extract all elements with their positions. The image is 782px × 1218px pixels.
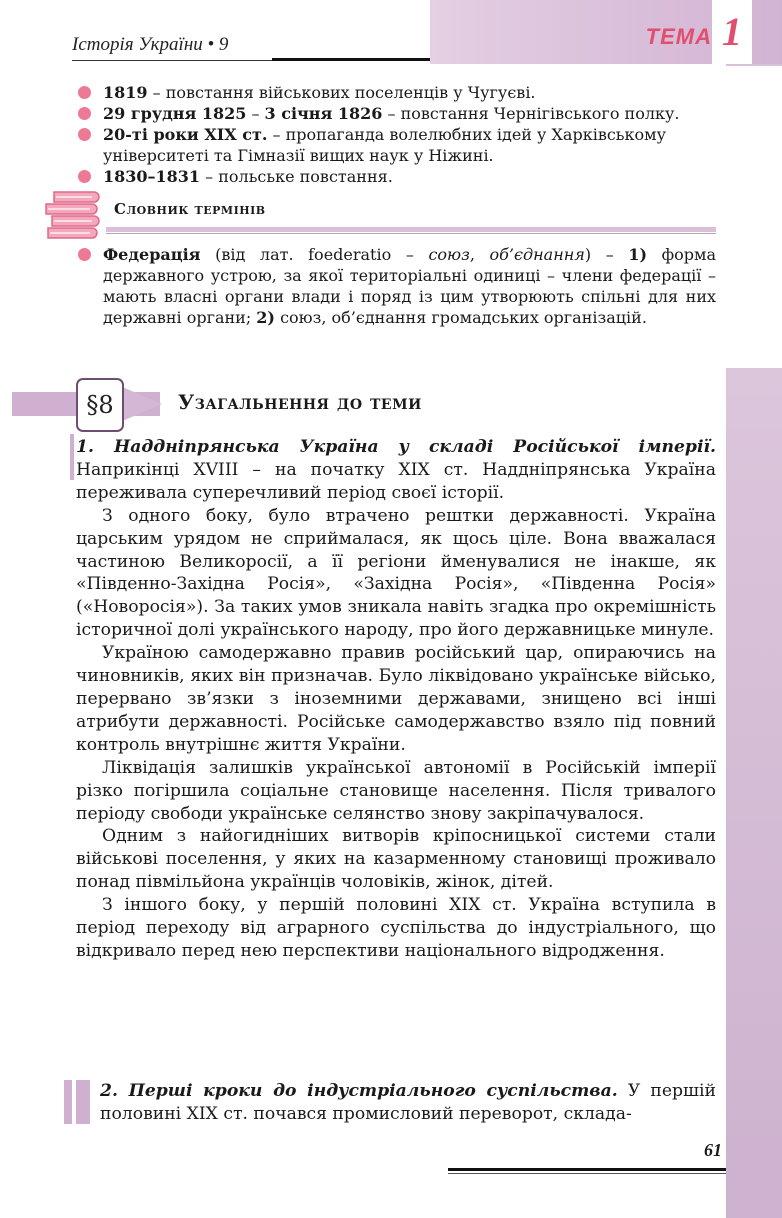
- separator: –: [200, 167, 219, 186]
- event-date: 20-ті роки XIX ст.: [103, 125, 268, 144]
- paragraph-text: Наприкінці XVIII – на початку XIX ст. Наддніпрянська Україна переживала суперечливий період своєї історії.: [76, 459, 716, 503]
- side-band: [726, 368, 782, 1138]
- paragraph: З іншого боку, у першій половині XIX ст. Україна вступила в період переходу від аграрного суспільства до індустріального, що відкривало перед нею перспективи національного відродження.: [76, 895, 716, 961]
- definition-number: 2): [256, 308, 275, 327]
- definition-text: форма державного устрою, за якої територіальні одиниці – члени федерації – мають власні органи влади і поряд із цим утворюють спільні для них державні органи;: [103, 245, 717, 327]
- main-text: [76, 436, 716, 963]
- section-title: Узагальнення до теми: [178, 390, 422, 414]
- separator: –: [267, 125, 286, 144]
- books-icon: [44, 188, 106, 246]
- list-item: [76, 166, 716, 187]
- theme-label: ТЕМА: [645, 24, 712, 49]
- event-text: пропаганда волелюбних ідей у Харківському університеті та Гімназії вищих наук у Ніжині.: [103, 125, 666, 165]
- paragraph-heading: 1. Наддніпрянська Україна у складі Російської імперії.: [76, 437, 716, 457]
- separator: –: [147, 83, 166, 102]
- paragraph: [100, 1080, 716, 1126]
- definition-number: 1): [628, 245, 648, 264]
- list-item: [76, 82, 716, 103]
- event-date: 29 грудня 1825: [103, 104, 247, 123]
- definition-italic: об’єднання: [489, 245, 585, 264]
- separator: –: [246, 104, 265, 123]
- paragraph: Ліквідація залишків української автономії в Російській імперії різко погіршила соціальне становище населення. Після тривалого періоду свободи українське селянство знову закріпачувалося.: [76, 757, 716, 824]
- header-rule-bold: [272, 58, 430, 61]
- event-date: 3 січня 1826: [264, 104, 383, 123]
- event-text: повстання військових поселенців у Чугуєві.: [165, 83, 536, 102]
- paragraph: З одного боку, було втрачено рештки державності. Україна царським урядом не сприймалася, як щось ціле. Вона вважалася частиною Великоросії, а її регіони йменувалися не інакше, як «Південно-Західна Росія», «Західна Росія», «Південна Росія» («Новоросія»). За таких умов зникала навіть згадка про окремішність історичної долі українського народу, про його державницьке минуле.: [76, 505, 716, 641]
- paragraph: [76, 436, 716, 505]
- glossary-title: Словник термінів: [114, 200, 266, 218]
- glossary-term: Федерація: [103, 245, 201, 264]
- event-date: 1830–1831: [103, 167, 201, 186]
- event-text: польське повстання.: [218, 167, 393, 186]
- chronology-list: [76, 82, 716, 187]
- glossary-rule: [106, 227, 716, 232]
- definition-text: (від лат. foederatio –: [200, 245, 429, 264]
- definition-text: союз, об’єднання громадських організацій.: [275, 308, 647, 327]
- definition-text: ) –: [584, 245, 629, 264]
- definition-italic: союз: [428, 245, 470, 264]
- paragraph-marker: [70, 434, 74, 480]
- paragraph: Одним з найогидніших витворів кріпосницької системи стали військові поселення, у яких на казарменному становищі проживало понад півмільйона українців чоловіків, жінок, дітей.: [76, 826, 716, 893]
- section-arrow: [120, 386, 162, 422]
- paragraph: Україною самодержавно правив російський цар, опираючись на чиновників, яких він призначав. Було ліквідовано українське військо, перервано зв’язки з іноземними державами, знищено всі інші атрибути державності. Російське самодержавство взяло під повний контроль внутрішнє життя України.: [76, 643, 716, 755]
- side-band-bottom: [726, 1136, 782, 1218]
- side-band-top: [726, 64, 782, 66]
- book-title: Історія України • 9: [72, 34, 229, 55]
- paragraph-marker: [64, 1080, 72, 1124]
- glossary-definition: [76, 244, 716, 328]
- list-item: [76, 124, 716, 166]
- theme-number: 1: [712, 0, 752, 64]
- list-item: [76, 103, 716, 124]
- section-number: §8: [76, 378, 124, 432]
- page-number: 61: [704, 1140, 722, 1160]
- list-item: [76, 244, 716, 328]
- footer-rule-thin: [448, 1173, 726, 1174]
- paragraph-marker: [76, 1080, 90, 1124]
- paragraph-heading: 2. Перші кроки до індустріального суспільства.: [100, 1081, 618, 1101]
- glossary-rule-thin: [106, 233, 716, 234]
- footer-rule: [448, 1168, 726, 1171]
- event-date: 1819: [103, 83, 148, 102]
- definition-text: ,: [469, 245, 490, 264]
- paragraph-text: У першій половині XIX ст. почався промисловий переворот, склада-: [100, 1081, 716, 1124]
- event-text: – повстання Чернігівського полку.: [382, 104, 680, 123]
